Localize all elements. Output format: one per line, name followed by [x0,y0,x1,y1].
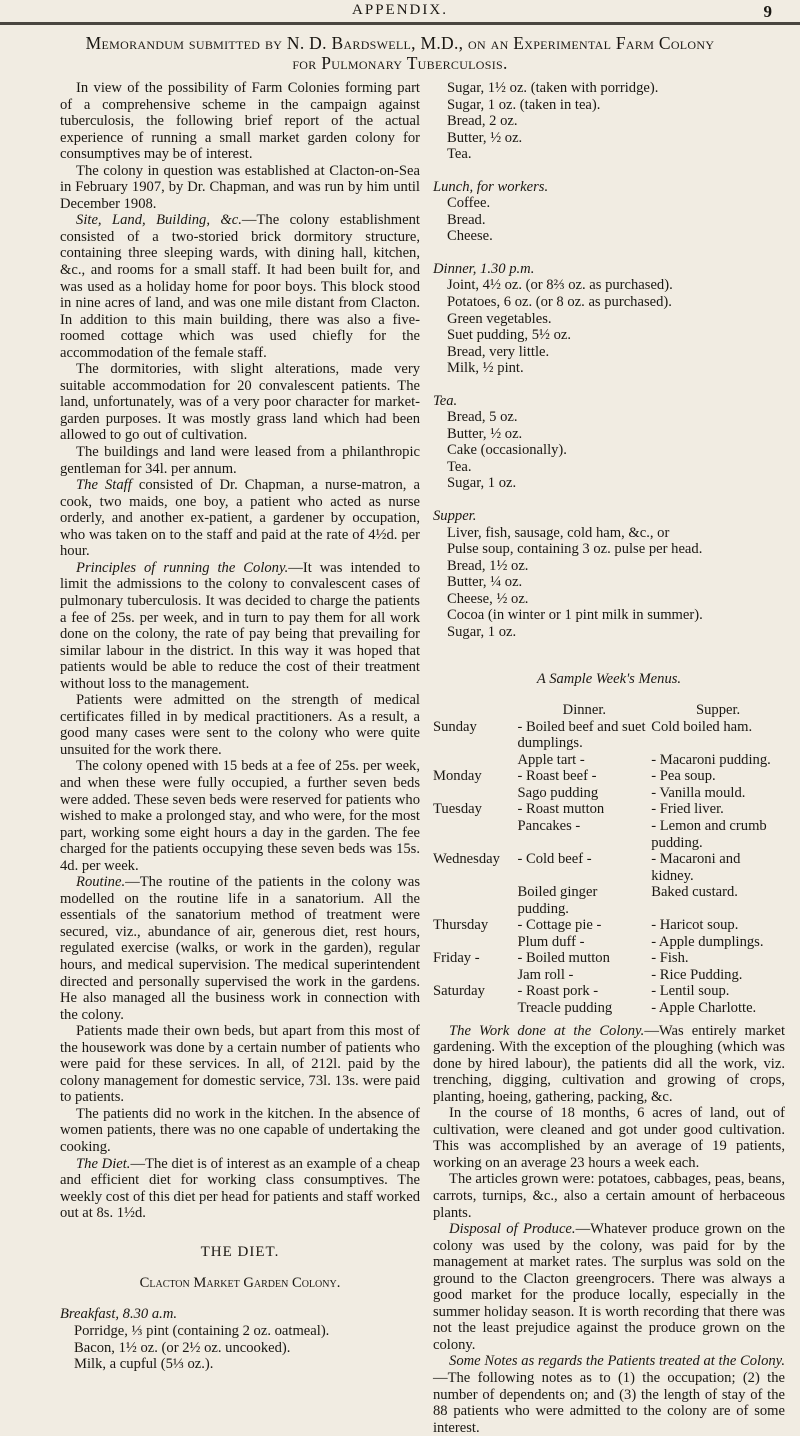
dinner-item: Suet pudding, 5½ oz. [447,327,572,344]
paragraph [60,874,420,1023]
table-row: Pancakes - - Lemon and crumb pudding. [517,817,767,851]
paragraph-heading: Site, Land, Building, &c. [76,212,242,229]
memo-title-line1: Memorandum submitted by N. D. Bardswell, M.D., on an Experimental Farm Colony [85,33,715,53]
paragraph: The buildings and land were leased from a philanthropic gentleman for 34l. per annum. [60,444,420,477]
dinner-heading: Dinner, 1.30 p.m. [433,260,535,277]
tea-heading: Tea. [433,392,458,409]
supper-heading: Supper. [433,508,477,525]
table-row: Wednesday - Cold beef - - Macaroni and kidney. [433,851,741,884]
supper-item: Bread, 1½ oz. [447,557,529,574]
paragraph: The articles grown were: potatoes, cabbages, peas, beans, carrots, turnips, &c., also a certain amount of herbaceous plants. [433,1171,785,1221]
paragraph [60,212,420,361]
table-row: Sunday - Boiled beef and suet dumplings. Cold boiled ham. [433,718,753,752]
paragraph [60,477,420,560]
paragraph-text: —It was intended to limit the admissions to the colony to convalescent cases of pulmonary tuberculosis. It was decided to charge the patients a fee of 25s. per week, and in turn to pay them for all work done on the colony, the rate of pay being that prevailing for similar labour in the district. In this way it was hoped that patients would be able to reduce the cost of their treatment without loss to the management. [60,559,420,692]
dinner-item: Joint, 4½ oz. (or 8⅔ oz. as purchased). [447,277,673,294]
paragraph: The dormitories, with slight alterations, made very suitable accommodation for 20 convalescent patients. The land, unfortunately, was of a very poor character for market-garden purposes. It was mostly grass land which had been allowed to go out of cultivation. [60,361,420,444]
table-row: Tuesday - Roast mutton - Fried liver. [433,801,724,818]
dinner-item: Green vegetables. [447,310,552,327]
paragraph: The colony opened with 15 beds at a fee of 25s. per week, and when these were fully occupied, a further seven beds were added. These seven beds were reserved for patients who wished to make a prolonged stay, and who were, for the most part, working some eight hours a day in the garden. The fee charged for the patients occupying these seven beds was 15s. 4d. per week. [60,758,420,874]
supper-item: Pulse soup, containing 3 oz. pulse per head. [447,541,703,558]
paragraph-text: consisted of Dr. Chapman, a nurse-matron, a cook, two maids, one boy, a patient who acted as nurse orderly, and another ex-patient, a gardener by occupation, who was taken on to the staff and paid at the rate of 4½d. per hour. [60,477,421,560]
breakfast-item: Sugar, 1 oz. (taken in tea). [447,96,601,113]
supper-item: Cocoa (in winter or 1 pint milk in summer). [447,607,703,624]
tea-item: Bread, 5 oz. [447,409,518,426]
table-row: Sago pudding - Vanilla mould. [517,784,746,801]
lunch-item: Bread. [447,211,486,228]
breakfast-item: Porridge, ⅓ pint (containing 2 oz. oatmeal). [74,1322,330,1339]
memo-title-line2: for Pulmonary Tuberculosis. [292,53,508,73]
table-row: Saturday - Roast pork - - Lentil soup. [433,983,730,1000]
breakfast-item: Tea. [447,146,472,163]
paragraph-heading: Disposal of Produce. [449,1221,576,1238]
table-row: Monday - Roast beef - - Pea soup. [433,768,716,785]
paragraph-text: —Whatever produce grown on the colony was used by the colony, was paid for by the management at market rates. The surplus was sold on the ground to the Clacton greengrocers. There was always a good market for the produce locally, especially in the summer holiday season. It is worth recording that there was not the least prejudice against the produce grown on the colony. [433,1221,786,1353]
paragraph [433,1221,785,1353]
paragraph-heading: Some Notes as regards the Patients treated at the Colony. [449,1353,785,1370]
breakfast-heading: Breakfast, 8.30 a.m. [60,1306,178,1323]
left-column [60,80,420,1373]
tea-item: Cake (occasionally). [447,442,567,459]
paragraph [433,1023,785,1106]
paragraph-text: —The colony establishment consisted of a two-storied brick dormitory structure, containing three sleeping wards, with dining hall, kitchen, &c., and rooms for a small staff. It had been built for, and was used as a holiday home for poor boys. This block stood in nine acres of land, and was one mile distant from Clacton. In addition to this main building, there was also a five-roomed cottage which was used chiefly for the accommodation of the female staff. [60,212,420,361]
paragraph: Patients made their own beds, but apart from this most of the housework was done by a certain number of patients who were paid for these services. In all, of 212l. paid by the colony management for domestic service, 73l. 13s. were paid to patients. [60,1023,420,1106]
paragraph-text: —The diet is of interest as an example of a cheap and efficient diet for working class consumptives. The weekly cost of this diet per head for patients and staff worked out at 8s. 1½d. [60,1155,421,1222]
paragraph-heading: The Work done at the Colony. [449,1022,645,1039]
paragraph-heading: Principles of running the Colony. [76,559,289,576]
page-header-title: APPENDIX. [352,2,448,18]
lunch-item: Cheese. [447,228,493,245]
paragraph [60,1156,420,1222]
supper-item: Sugar, 1 oz. [447,623,517,640]
table-row: Treacle pudding - Apple Charlotte. [517,999,757,1016]
table-row: Boiled ginger pudding. Baked custard. [517,884,738,917]
supper-item: Liver, fish, sausage, cold ham, &c., or [447,524,670,541]
breakfast-item: Sugar, 1½ oz. (taken with porridge). [447,80,659,96]
paragraph-heading: The Staff [76,477,132,494]
menu-col-dinner: Dinner. [562,702,607,719]
dinner-item: Milk, ½ pint. [447,360,524,377]
table-row: Friday - - Boiled mutton - Fish. [433,950,689,967]
lunch-heading: Lunch, for workers. [433,178,549,195]
diet-title: THE DIET. [200,1243,280,1260]
lunch-item: Coffee. [447,195,491,212]
dinner-item: Bread, very little. [447,343,550,360]
tea-item: Tea. [447,458,472,475]
supper-item: Butter, ¼ oz. [447,574,523,591]
menu-table [433,702,785,1016]
tea-item: Butter, ½ oz. [447,425,523,442]
paragraph: The patients did no work in the kitchen. In the absence of women patients, there was no one capable of undertaking the cooking. [60,1105,420,1155]
menus-title: A Sample Week's Menus. [536,671,682,687]
paragraph-text: —The routine of the patients in the colony was modelled on the routine life in a sanatorium. All the essentials of the sanatorium method of treatment were secured, viz., abundance of air, generous diet, rest hours, regulated exercise (walks, or work in the garden), regular hours, and medical supervision. The medical superintendent directed and personally supervised the work in the gardens. He also managed all the business work in connection with the colony. [60,874,420,1023]
page-number: 9 [763,2,772,21]
paragraph [433,1353,785,1436]
paragraph: In view of the possibility of Farm Colonies forming part of a comprehensive scheme in the campaign against tuberculosis, the following brief report of the actual experience of running a small market garden colony for consumptives may be of interest. [60,80,420,163]
paragraph-heading: The Diet. [76,1155,131,1172]
paragraph: The colony in question was established at Clacton-on-Sea in February 1907, by Dr. Chapman, and was run by him until December 1908. [60,162,420,212]
right-column [433,80,785,1436]
breakfast-item: Milk, a cupful (5⅓ oz.). [74,1356,214,1373]
paragraph: Patients were admitted on the strength of medical certificates filled in by medical practitioners. As a result, a good many cases were sent to the colony who were quite unsuited for the work there. [60,692,420,758]
dinner-item: Potatoes, 6 oz. (or 8 oz. as purchased). [447,294,672,311]
tea-item: Sugar, 1 oz. [447,475,517,492]
paragraph-text: —The following notes as to (1) the occupation; (2) the number of dependents on; and (3) the length of stay of the 88 patients who were admitted to the colony are of some interest. [433,1370,785,1436]
header-rule [0,22,800,25]
table-row: Jam roll - - Rice Pudding. [517,966,743,983]
diet-subtitle: Clacton Market Garden Colony. [139,1275,341,1292]
paragraph: In the course of 18 months, 6 acres of land, out of cultivation, were cleaned and got under good cultivation. This was accomplished by an average of 19 patients, working on an average 23 hours a week each. [433,1105,785,1171]
paragraph-text: —Was entirely market gardening. With the exception of the ploughing (which was done by hired labour), the patients did all the work, viz. trenching, digging, cultivation and growing of crops, planting, hoeing, gathering, packing, &c. [433,1022,785,1105]
breakfast-item: Bacon, 1½ oz. (or 2½ oz. uncooked). [74,1339,291,1356]
paragraph-heading: Routine. [76,874,126,891]
breakfast-item: Butter, ½ oz. [447,129,523,146]
supper-item: Cheese, ½ oz. [447,590,529,607]
breakfast-item: Bread, 2 oz. [447,113,518,130]
table-row: Plum duff - - Apple dumplings. [517,933,764,950]
table-row: Apple tart - - Macaroni pudding. [517,751,771,768]
paragraph [60,560,420,692]
table-row: Thursday - Cottage pie - - Haricot soup. [433,917,739,934]
menu-col-supper: Supper. [696,702,741,719]
